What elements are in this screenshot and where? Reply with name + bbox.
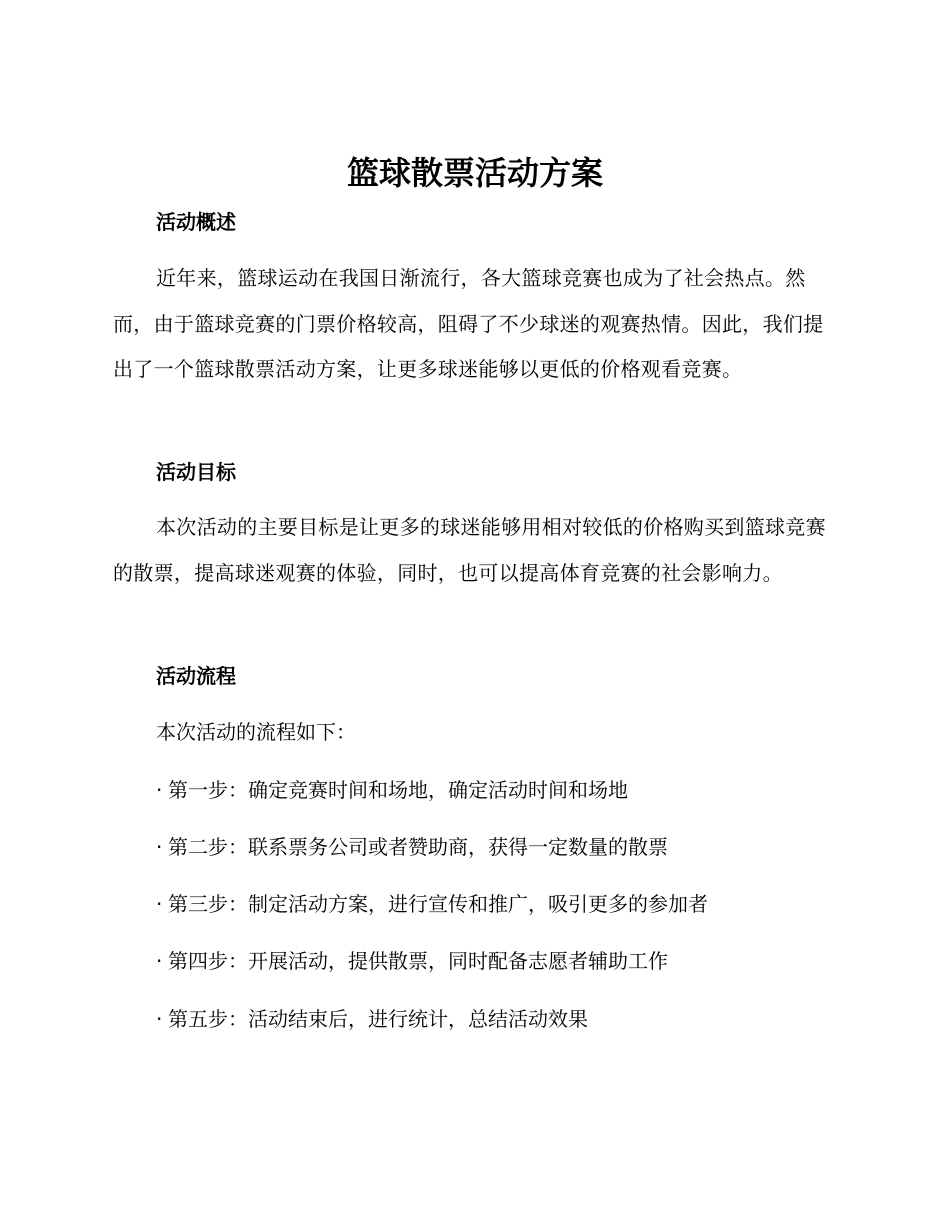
step-text: 第三步：制定活动方案，进行宣传和推广，吸引更多的参加者 (168, 892, 708, 916)
section-heading-process: 活动流程 (156, 664, 236, 688)
overview-paragraph: 近年来，篮球运动在我国日渐流行，各大篮球竞赛也成为了社会热点。然而，由于篮球竞赛的门票价格较高，阻碍了不少球迷的观赛热情。因此，我们提出了一个篮球散票活动方案，让更多球迷能够以更低的价格观看竞赛。 (113, 266, 824, 381)
list-item (156, 776, 628, 804)
section-heading-overview: 活动概述 (156, 210, 236, 234)
list-item (156, 947, 668, 975)
document-title: 篮球散票活动方案 (346, 154, 603, 192)
bullet-icon: · (156, 1007, 163, 1031)
step-text: 第四步：开展活动，提供散票，同时配备志愿者辅助工作 (168, 949, 668, 973)
bullet-icon: · (156, 949, 163, 973)
step-text: 第五步：活动结束后，进行统计，总结活动效果 (168, 1007, 588, 1031)
goals-paragraph: 本次活动的主要目标是让更多的球迷能够用相对较低的价格购买到篮球竞赛的散票，提高球迷观赛的体验，同时，也可以提高体育竞赛的社会影响力。 (113, 515, 826, 585)
list-item (156, 1005, 588, 1033)
list-item (156, 833, 668, 861)
list-item (156, 890, 708, 918)
step-text: 第一步：确定竞赛时间和场地，确定活动时间和场地 (168, 778, 628, 802)
step-text: 第二步：联系票务公司或者赞助商，获得一定数量的散票 (168, 835, 668, 859)
bullet-icon: · (156, 892, 163, 916)
bullet-icon: · (156, 778, 163, 802)
section-heading-goals: 活动目标 (156, 460, 236, 484)
bullet-icon: · (156, 835, 163, 859)
process-intro: 本次活动的流程如下： (156, 720, 356, 744)
